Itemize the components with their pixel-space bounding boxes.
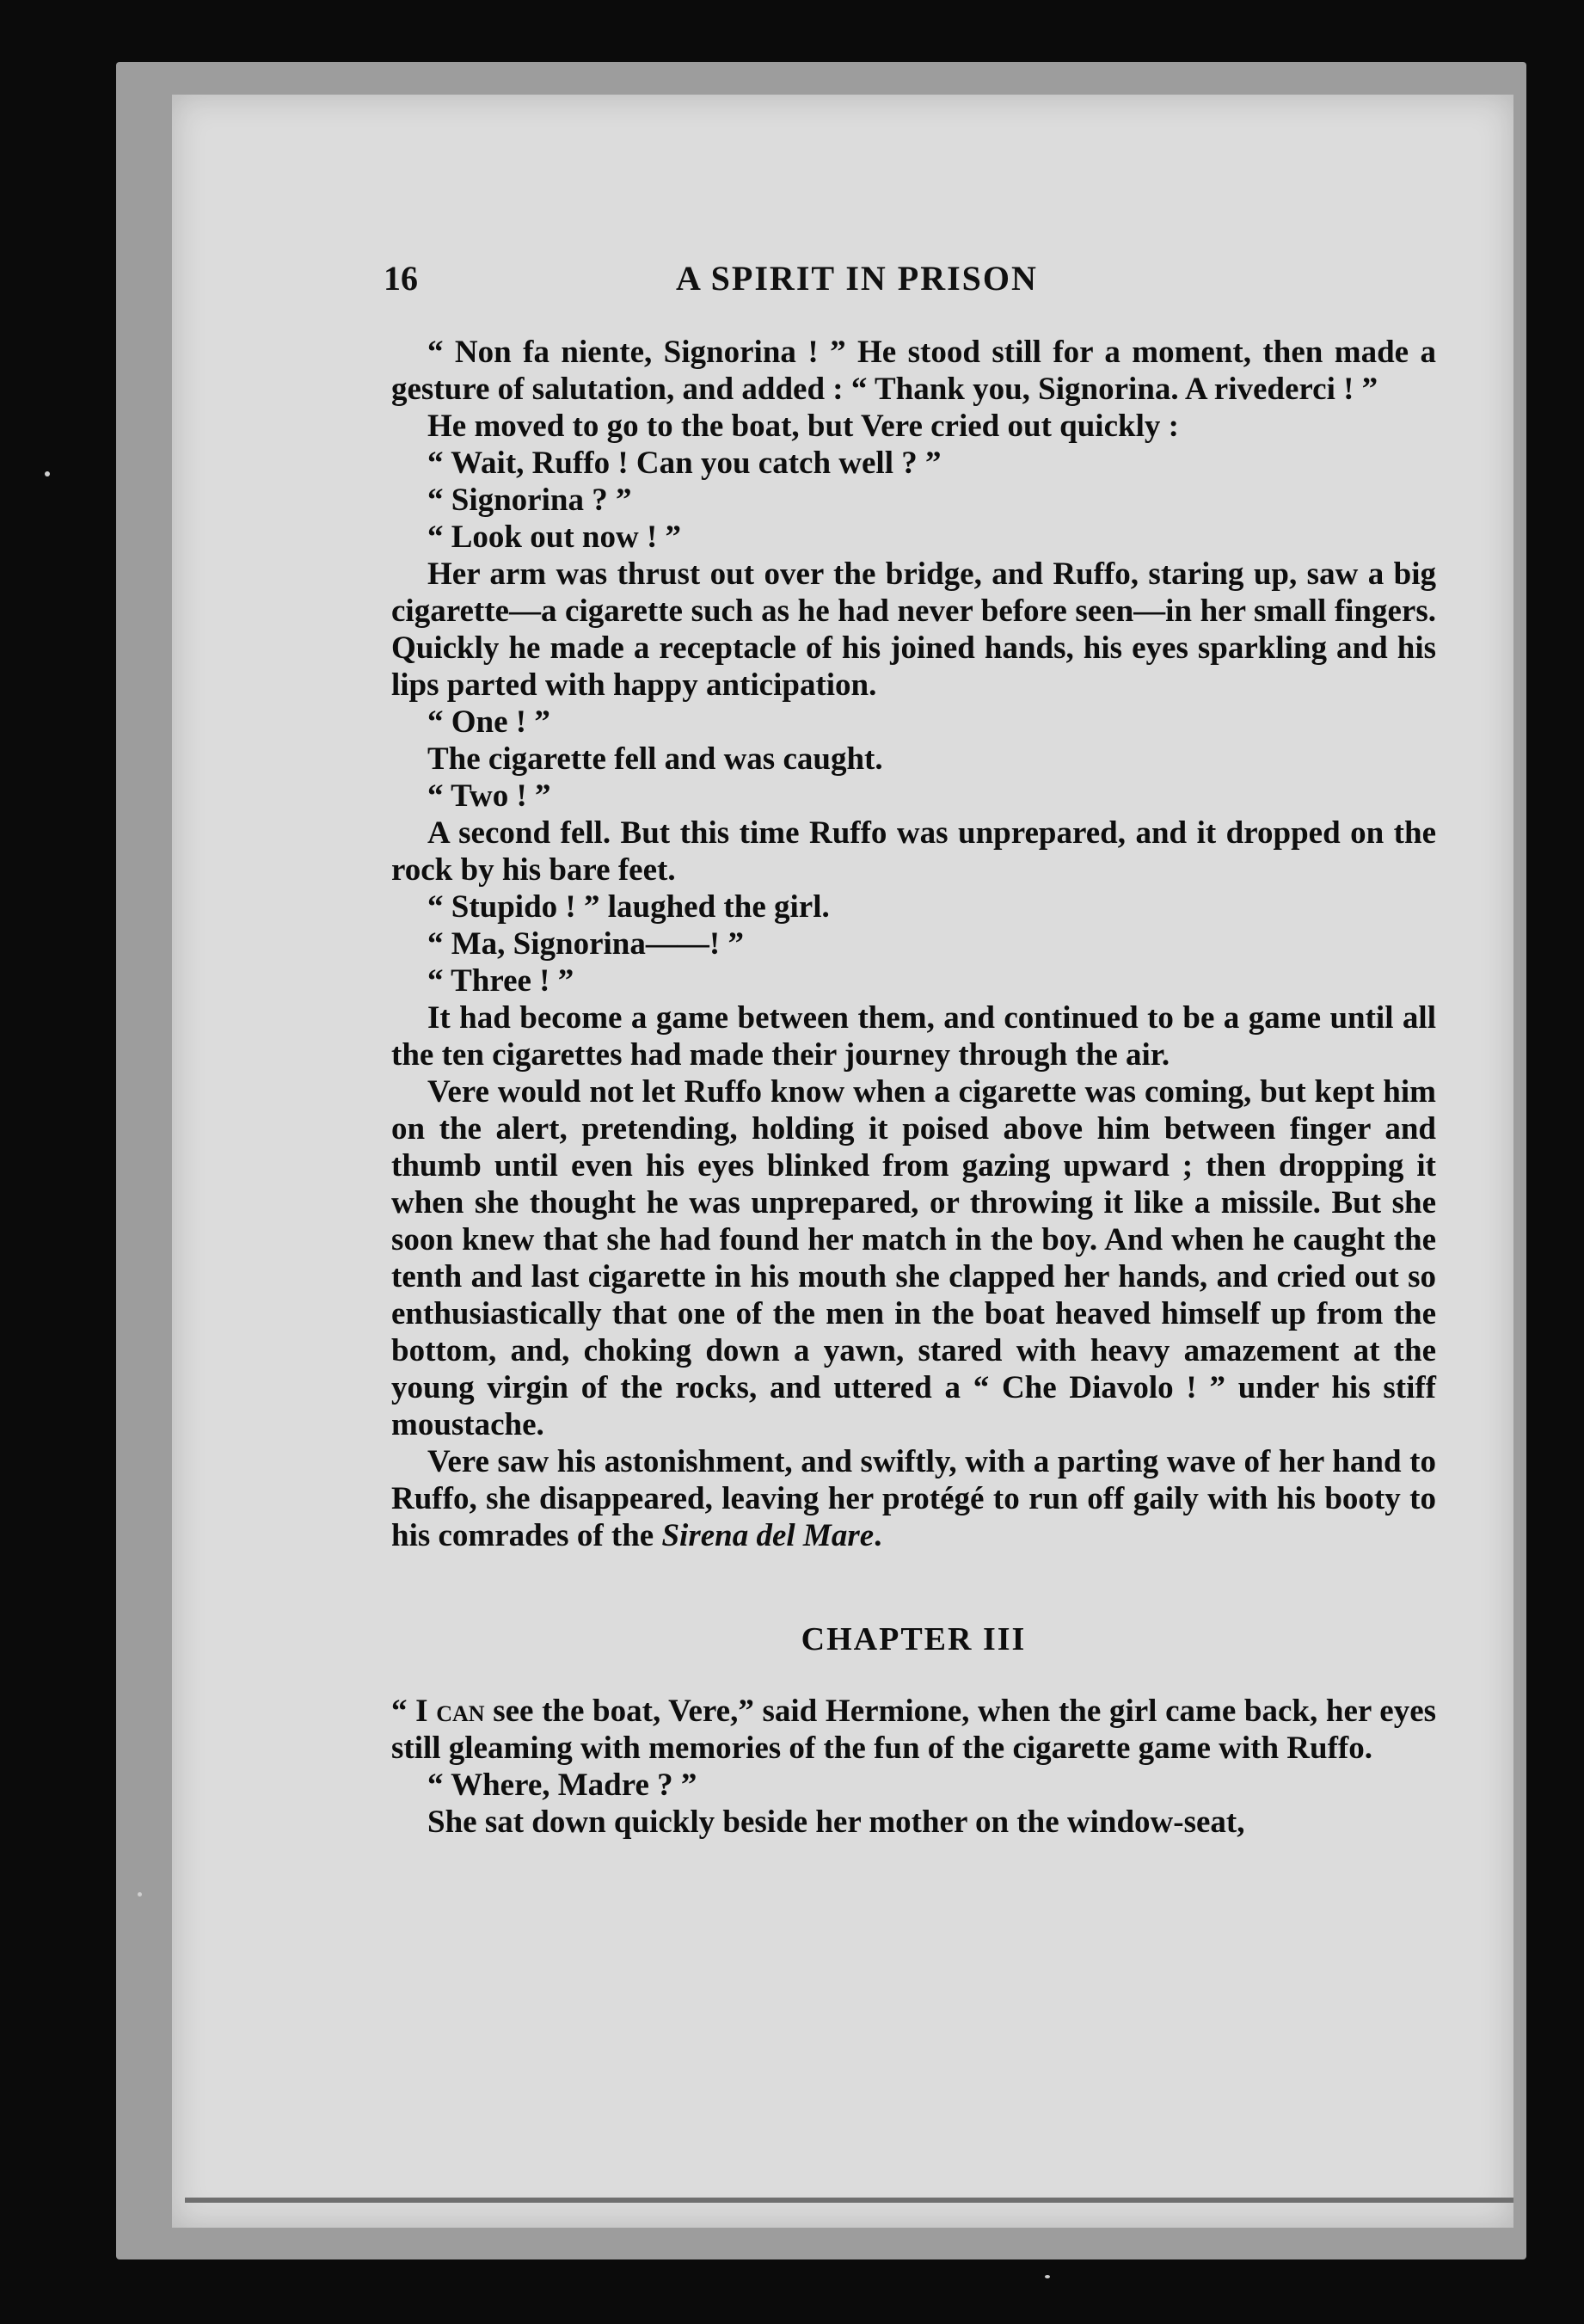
boat-name: Sirena del Mare bbox=[661, 1518, 875, 1553]
opening-smallcaps: I can bbox=[415, 1694, 485, 1729]
paragraph: “ Signorina ? ” bbox=[427, 483, 632, 518]
last-para-end: . bbox=[874, 1518, 882, 1553]
paragraph: “ Stupido ! ” laughed the girl. bbox=[427, 889, 830, 925]
paragraph: “ One ! ” bbox=[427, 704, 550, 740]
running-title: A SPIRIT IN PRISON bbox=[676, 259, 1038, 298]
paragraph: He moved to go to the boat, but Vere cried out quickly : bbox=[427, 409, 1179, 444]
paragraph: A second fell. But this time Ruffo was unprepared, and it dropped on the rock by his bare feet. bbox=[391, 815, 1436, 888]
chapter-opening-paragraph bbox=[391, 1693, 1436, 1767]
chapter-heading: CHAPTER III bbox=[801, 1621, 1027, 1657]
paragraph-last bbox=[391, 1443, 1436, 1554]
paragraph: Her arm was thrust out over the bridge, and Ruffo, staring up, saw a big cigarette—a cigarette such as he had never before seen—in her small fingers. Quickly he made a receptacle of his joined hands, his eyes sparkling and his lips parted with happy anticipation. bbox=[391, 556, 1436, 703]
last-para-text: Vere saw his astonishment, and swiftly, with a parting wave of her hand to Ruffo, she disappeared, leaving her protégé to run off gaily with his booty to his comrades of the bbox=[391, 1444, 1436, 1553]
opening-quote: “ bbox=[391, 1694, 416, 1729]
scan-speck bbox=[45, 471, 50, 476]
scan-speck bbox=[138, 1892, 142, 1897]
paragraph: She sat down quickly beside her mother on the window-seat, bbox=[427, 1804, 1245, 1840]
body-text bbox=[391, 334, 1436, 1841]
paragraph: “ Two ! ” bbox=[427, 778, 551, 814]
paragraph: “ Three ! ” bbox=[427, 963, 574, 999]
paragraph: “ Ma, Signorina——! ” bbox=[427, 926, 744, 962]
page-header bbox=[384, 258, 1123, 310]
paragraph: “ Non fa niente, Signorina ! ” He stood still for a moment, then made a gesture of salutation, and added : “ Thank you, Signorina. A rivederci ! ” bbox=[391, 335, 1436, 407]
paragraph: Vere would not let Ruffo know when a cigarette was coming, but kept him on the alert, pretending, holding it poised above him between finger and thumb until even his eyes blinked from gazing upward ; then dropping it when she thought he was unprepared, or throwing it like a missile. But she soon knew that she had found her match in the boy. And when he caught the tenth and last cigarette in his mouth she clapped her hands, and cried out so enthusiastically that one of the men in the boat heaved himself up from the bottom, and, choking down a yawn, stared with heavy amazement at the young virgin of the rocks, and uttered a “ Che Diavolo ! ” under his stiff moustache. bbox=[391, 1074, 1436, 1442]
paragraph: “ Look out now ! ” bbox=[427, 520, 682, 555]
scan-speck bbox=[1045, 2275, 1050, 2278]
paragraph: “ Wait, Ruffo ! Can you catch well ? ” bbox=[427, 446, 942, 481]
paragraph: It had become a game between them, and continued to be a game until all the ten cigarettes had made their journey through the air. bbox=[391, 1000, 1436, 1073]
opening-rest: see the boat, Vere,” said Hermione, when the girl came back, her eyes still gleaming with memories of the fun of the cigarette game with Ruffo. bbox=[391, 1694, 1437, 1766]
paragraph: The cigarette fell and was caught. bbox=[427, 741, 883, 777]
page-number: 16 bbox=[384, 259, 418, 298]
page-bottom-edge bbox=[185, 2198, 1513, 2203]
paragraph: “ Where, Madre ? ” bbox=[427, 1768, 697, 1803]
